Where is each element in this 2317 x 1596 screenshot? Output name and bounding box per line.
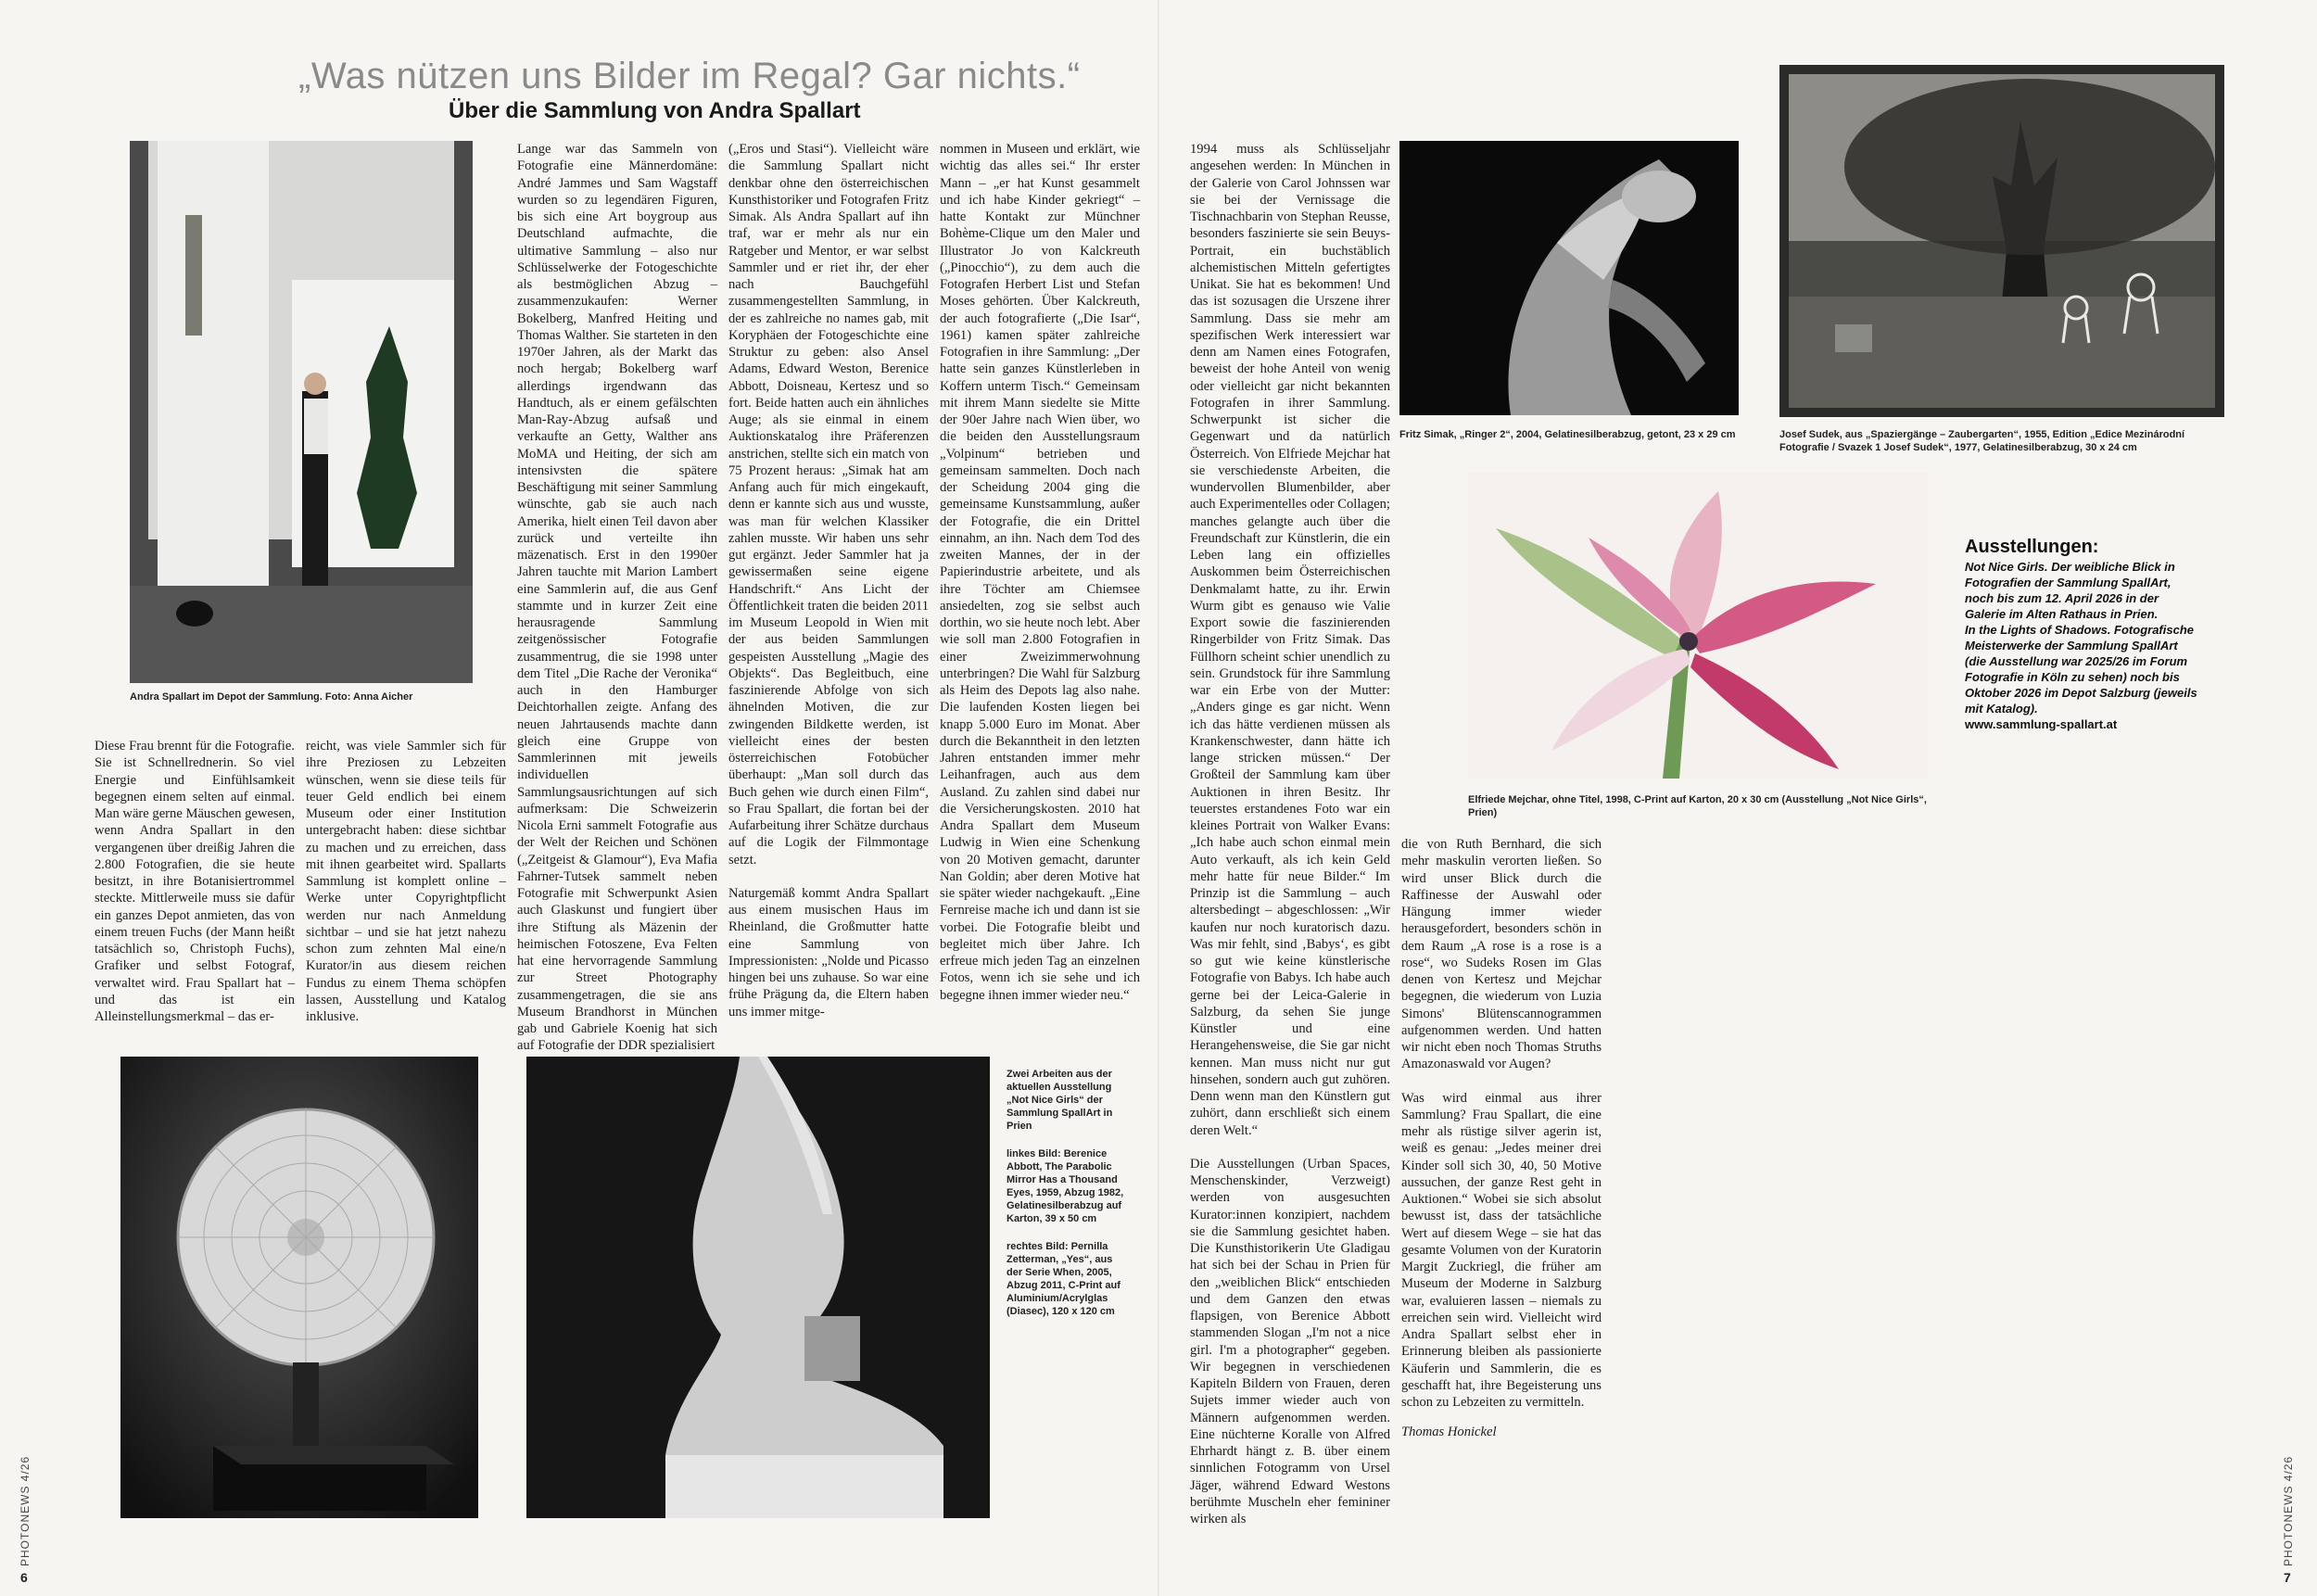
zetterman-photo [526,1057,990,1518]
column-5-text-b: Die Ausstellungen (Urban Spaces, Menschenskinder, Verzweigt) werden von ausgesuchten Kurator:innen konzipiert, nachdem sie die Sammlung gesichtet haben. Die Kunsthistorikerin Ute Gladigau hat sich bei der Schau in Prien für den „weiblichen Blick“ entschieden und dem Ganzen den etwas flapsigen, von Berenice Abbott stammenden Slogan „I'm not a nice girl. I'm a photographer“ gegeben. Wir begegnen in verschiedenen Kapiteln Bildern von Frauen, deren Sujets immer wieder auch von Männern aufgenommen werden. Eine nüchterne Koralle von Alfred Ehrhardt hängt z. B. über einem sinnlichen Fotogramm von Ursel Jäger, während Edward Westons berühmte Muscheln eher femininer wirken als [1190,1156,1390,1526]
exhibition-2-text: In the Lights of Shadows. Fotografische Meisterwerke der Sammlung SpallArt (die Ausstellung war 2025/26 im Forum Fotografie in Köln zu sehen) noch bis Oktober 2026 im Depot Salzburg (jeweils mit Katalog). [1965,623,2197,716]
column-1b-text: reicht, was viele Sammler sich für ihre Preziosen zu Lebzeiten wünschen, wenn sie diese teils für teuer Geld endlich bei einem Museum oder einer Institution untergebracht haben: diese sichtbar zu machen und zu erreichen, dass mit ihnen gearbeitet wird. Spallarts Sammlung ist komplett online – Werke unter Copyrightpflicht werden nur nach Anmeldung sichtbar – und sie hat jetzt nahezu schon zum zehnten Mal eine/n Kurator/in aus diesem reichen Fundus zu einem Thema schöpfen lassen, Ausstellung und Katalog inklusive. [306,739,506,1024]
mejchar-photo [1468,473,1928,779]
exhibition-2 [1965,622,2201,716]
folio-left: PHOTONEWS 4/26 [19,1455,32,1566]
article-column-3 [728,141,929,1020]
column-2-text: Lange war das Sammeln von Fotografie eine Männerdomäne: André Jammes und Sam Wagstaff wurden so zu legendären Figuren, bis sich eine Art boygroup aus Deutschland aufmachte, die ultimative Sammlung – also nur Schlüsselwerke der Fotogeschichte als bestmöglichen Abzug – zusammenzukaufen: Werner Bokelberg, Manfred Heiting und Thomas Walther. Sie starteten in den 1970er Jahren, als der Markt das noch hergab; Bokelberg warf allerdings irgendwann das Handtuch, als er einem gefälschten Man-Ray-Abzug aufsaß und verkaufte an Getty, Walther ans MoMA und Heiting, der sich am intensivsten die spätere Beschäftigung mit seiner Sammlung wünschte, gab sie auch nach Amerika, hielt einen Teil davon aber zurück und verteilte ihn mäzenatisch. Erst in den 1990er Jahren tauchte mit Marion Lambert eine Sammlerin auf, die aus Genf stammte und in kurzer Zeit eine herausragende Sammlung zeitgenössischer Fotografie zusammentrug, die sie 1998 unter dem Titel „Die Rache der Veronika“ auch in den Hamburger Deichtorhallen zeigte. Anfang des neuen Jahrtausends machte dann gleich eine Gruppe von Sammlerinnen mit jeweils individuellen Sammlungsausrichtungen auf sich aufmerksam: Die Schweizerin Nicola Erni sammelt Fotografie aus der Welt der Reichen und Schönen („Zeitgeist & Glamour“), Eva Mafia Fahrner-Tutsek sammelt neben Fotografie mit Schwerpunkt Asien auch Glaskunst und fungiert über ihre Stiftung als Mäzenin der heimischen Fotoszene, Eva Felten hat eine hervorragende Sammlung zur Street Photography zusammengetragen, die sie ans Museum Brandhorst in München gab und Gabriele Koenig hat sich auf Fotografie der DDR spezialisiert [517,142,717,1054]
column-4-text: nommen in Museen und erklärt, wie wichtig das alles sei.“ Ihr erster Mann – „er hat Kunst gesammelt und ich habe Kinder gekriegt“ – hatte Kontakt zur Münchner Bohème-Clique um den Maler und Illustrator Jo von Kalckreuth („Pinocchio“), zu dem auch die Fotografen Herbert List und Stefan Moses gehörten. Über Kalckreuth, der auch fotografierte („Die Isar“, 1961) kamen später zahlreiche Fotografien in ihre Sammlung: „Der hatte sein ganzes Künstlerleben in Koffern unterm Tisch.“ Gemeinsam mit ihrem Mann siedelte sie Mitte der 90er Jahre nach Wien über, wo die beiden den Ausstellungsraum „Volpinum“ betrieben und gemeinsam sammelten. Doch nach der Scheidung 2004 ging die gemeinsame Kunstsammlung, außer der Fotografie, die ein Drittel einnahm, an ihn. Nach dem Tod des zweiten Mannes, der in der Papierindustrie arbeitete, und als ihre Töchter am Chiemsee ansiedelten, zog sie selbst auch dorthin, wo sie heute noch lebt. Aber wie soll man 2.800 Fotografien in einer Zweizimmerwohnung unterbringen? Die Wahl für Salzburg als Heim des Depots lag also nahe. Die laufenden Kosten liegen bei knapp 5.000 Euro im Monat. Aber durch die Bekanntheit in den letzten Jahren entstanden immer mehr Leihanfragen, auch aus dem Ausland. Zu zahlen sind dabei nur die Versicherungskosten. 2010 hat Andra Spallart dem Museum Ludwig in Wien eine Schenkung von 20 Motiven gemacht, darunter Nan Goldin; aber deren Motive hat sie später wieder nachgekauft. „Eine Fernreise mache ich und dann ist sie vorbei. Die Fotografie bleibt und begleitet mich über Jahre. Ich erfreue mich jeden Tag an einzelnen Fotos, wenn ich sie sehe und ich begegne ihnen immer wieder neu.“ [940,142,1140,1003]
page-number-right: 7 [2284,1570,2291,1585]
sudek-photo [1779,65,2224,417]
page-gutter [1158,0,1159,1596]
mejchar-caption: Elfriede Mejchar, ohne Titel, 1998, C-Print auf Karton, 20 x 30 cm (Ausstellung „Not Nice Girls“, Prien) [1468,794,1927,818]
exhibition-1 [1965,559,2201,622]
author-signature: Thomas Honickel [1401,1425,1497,1440]
article-column-2 [517,141,717,1055]
side-caption-intro: Zwei Arbeiten aus der aktuellen Ausstellung „Not Nice Girls“ der Sammlung SpallArt in Prien [1007,1069,1113,1132]
article-column-5 [1190,141,1390,1527]
column-5-text: 1994 muss als Schlüsseljahr angesehen werden: In München in der Galerie von Carol Johnssen war sie bei der Vernissage die Tischnachbarin von Stephan Reusse, besonders faszinierte sie sein Beuys-Portrait, ein buchstäblich alchemistischen Mitteln gefertigtes Unikat. Sie hat es bekommen! Und das ist sozusagen die Urszene ihrer Sammlung. Dass sie mehr am spezifischen Werk interessiert war denn am Namen eines Fotografen, beweist der hohe Anteil von wenig oder vielleicht gar nicht bekannten Fotografen in ihrer Sammlung. Schwerpunkt ist sicher die Gegenwart und da natürlich Österreich. Von Elfriede Mejchar hat sie verschiedenste Arbeiten, die wundervollen Blumenbilder, aber auch Experimentelles oder Collagen; manches gelangte auch über die Freundschaft zur Künstlerin, die ein Leben lang ein offizielles Auskommen beim Österreichischen Denkmalamt hatte, zu ihr. Erwin Wurm gibt es genauso wie Valie Export sowie die faszinierenden Ringerbilder von Fritz Simak. Das Füllhorn scheint schier unendlich zu sein. Grundstock für ihre Sammlung war ein Erbe von der Mutter: „Anders ginge es gar nicht. Wenn ich das hätte verdienen müssen als Krankenschwester, dann hätte ich lange stricken müssen.“ Der Großteil der Sammlung kam über Auktionen in ihren Besitz. Ihr teuerstes erstandenes Foto war ein kleines Portrait von Walker Evans: „Ich habe auch schon einmal mein Auto verkauft, als ich kein Geld mehr hatte für neue Bilder.“ Im Prinzip ist die Sammlung – auch altersbedingt – abgeschlossen: „Wir kaufen nur noch kuratorisch dazu. Was mir fehlt, sind ‚Babys‘, es gibt so gut wie keine künstlerische Fotografie von Babys. Ich habe auch gerne bei der Leica-Galerie in Salzburg, da sehen Sie junge Künstler und eine Herangehensweise, die Sie gar nicht kennen. Man muss nicht nur gut hinsehen, sondern auch gut zuhören. Denn wenn man den Künstlern gut zuhört, dann erschließt sich einem deren Welt.“ [1190,142,1390,1138]
column-3-text-b: Naturgemäß kommt Andra Spallart aus einem musischen Haus im Rheinland, die Großmutter hatte eine Sammlung von Impressionisten: „Nolde und Picasso hingen bei uns zuhause. So war eine frühe Prägung da, die Eltern haben uns immer mitge- [728,885,929,1020]
side-caption-left: linkes Bild: Berenice Abbott, The Parabolic Mirror Has a Thousand Eyes, 1959, Abzug 1982, Gelatinesilberabzug auf Karton, 39 x 50 cm [1007,1148,1124,1224]
column-3-text: („Eros und Stasi“). Vielleicht wäre die Sammlung Spallart nicht denkbar ohne den österreichischen Kunsthistoriker und Fotografen Fritz Simak. Als Andra Spallart auf ihn traf, war er mehr als nur ein Ratgeber und Mentor, er war selbst Sammler und er riet ihr, der eher nach Bauchgefühl zusammengestellten Sammlung, in der es zahlreiche no names gab, mit Koryphäen der Fotogeschichte eine Struktur zu geben: also Ansel Adams, Edward Weston, Berenice Abbott, Doisneau, Kertesz und so fort. Beide hatten auch ein ähnliches Auge; als sie einmal in einem Auktionskatalog ihre Präferenzen anstrichen, stellte sich ein match von 75 Prozent heraus: „Simak hat am Anfang auch für mich eingekauft, denn er kannte sich aus und wusste, was man für welchen Klassiker zahlen musste. Wir haben uns sehr gut ergänzt. Jeder Sammler hat ja gewissermaßen seine eigene Handschrift.“ Ans Licht der Öffentlichkeit traten die beiden 2011 im Museum Leopold in Wien mit der aus beiden Sammlungen gespeisten Ausstellung „Magie des Objekts“. Das Begleitbuch, eine faszinierende Abfolge von sich ähnelnden Motiven, die zur zwingenden Bildkette werden, ist vielleicht eines der besten österreichischen Fotobücher überhaupt: „Man soll durch das Buch gehen wie durch einen Film“, so Frau Spallart, die fortan bei der Aufarbeitung ihrer Schätze durchaus auf die Logik der Filmmontage setzt. [728,142,929,868]
exhibitions-box [1965,539,2201,732]
page-number-left: 6 [20,1570,28,1585]
portrait-photo [130,141,473,683]
sudek-caption: Josef Sudek, aus „Spaziergänge – Zaubergarten“, 1955, Edition „Edice Mezinárodní Fotografie / Svazek 1 Josef Sudek“, 1977, Gelatinesilberabzug, 30 x 24 cm [1779,429,2185,453]
portrait-caption: Andra Spallart im Depot der Sammlung. Foto: Anna Aicher [130,691,413,703]
folio-right: PHOTONEWS 4/26 [2282,1455,2295,1566]
side-caption-right: rechtes Bild: Pernilla Zetterman, „Yes“, aus der Serie When, 2005, Abzug 2011, C-Print auf Aluminium/Acrylglas (Diasec), 120 x 120 cm [1007,1241,1121,1317]
simak-caption: Fritz Simak, „Ringer 2“, 2004, Gelatinesilberabzug, getont, 23 x 29 cm [1399,429,1736,440]
headline-quote: „Was nützen uns Bilder im Regal? Gar nichts.“ [298,56,1081,96]
exhibition-1-text: Not Nice Girls. Der weibliche Blick in Fotografien der Sammlung SpallArt, noch bis zum 12. April 2026 in der Galerie im Alten Rathaus in Prien. [1965,560,2175,621]
article-column-1 [95,738,295,1025]
column-1-text: Diese Frau brennt für die Fotografie. Sie ist Schnellrednerin. So viel Energie und Einfühlsamkeit begegnen einem selten auf einmal. Man wäre gerne Mäuschen gewesen, wenn Andra Spallart in den vergangenen über dreißig Jahren die 2.800 Fotografien, die sie heute besitzt, in ihre Botanisiertrommel steckte. Mittlerweile muss sie dafür ein ganzes Depot anmieten, das von einem treuen Fuchs (der Mann heißt tatsächlich so, Christoph Fuchs), Grafiker und selbst Fotograf, verwaltet wird. Frau Spallart hat – und das ist ein Alleinstellungsmerkmal – das er- [95,739,295,1024]
column-6-text: die von Ruth Bernhard, die sich mehr maskulin verorten ließen. So wird unser Blick durch die Raffinesse der Auswahl oder Hängung immer wieder herausgefordert, besonders schön in dem Raum „A rose is a rose is a rose“, wo Sudeks Rosen im Glas denen von Kertesz und Mejchar begegnen, die wiederum von Luzia Simons' Blütenscannogrammen aufgenommen werden. Und hatten wir nicht eben noch Thomas Struths Amazonaswald vor Augen? [1401,837,1602,1072]
article-column-6 [1401,836,1602,1441]
article-column-4 [940,141,1140,1004]
simak-photo [1399,141,1739,415]
exhibition-url[interactable]: www.sammlung-spallart.at [1965,717,2118,731]
article-subtitle: Über die Sammlung von Andra Spallart [449,98,861,123]
abbott-mirror-photo [120,1057,478,1518]
column-6-text-b: Was wird einmal aus ihrer Sammlung? Frau Spallart, die eine mehr als rüstige silver agerin ist, weiß es genau: „Jedes meiner drei Kinder soll sich 30, 40, 50 Motive aussuchen, der ganze Rest geht in Auktionen.“ Wobei sie sich absolut bewusst ist, dass der tatsächliche Wert auf diesem Wege – sie hat das gesamte Volumen von der Kuratorin Margit Zuckriegl, die früher am Museum der Moderne in Salzburg war, evaluieren lassen – niemals zu erreichen sein wird. Vielleicht wird Andra Spallart selbst eher in Erinnerung bleiben als passionierte Käuferin und Sammlerin, die es geschafft hat, ihre Begeisterung uns schon zu Lebzeiten zu vermitteln. [1401,1090,1602,1410]
side-caption [1007,1068,1127,1318]
exhibitions-title: Ausstellungen: [1965,537,2099,557]
article-column-1b [306,738,506,1025]
